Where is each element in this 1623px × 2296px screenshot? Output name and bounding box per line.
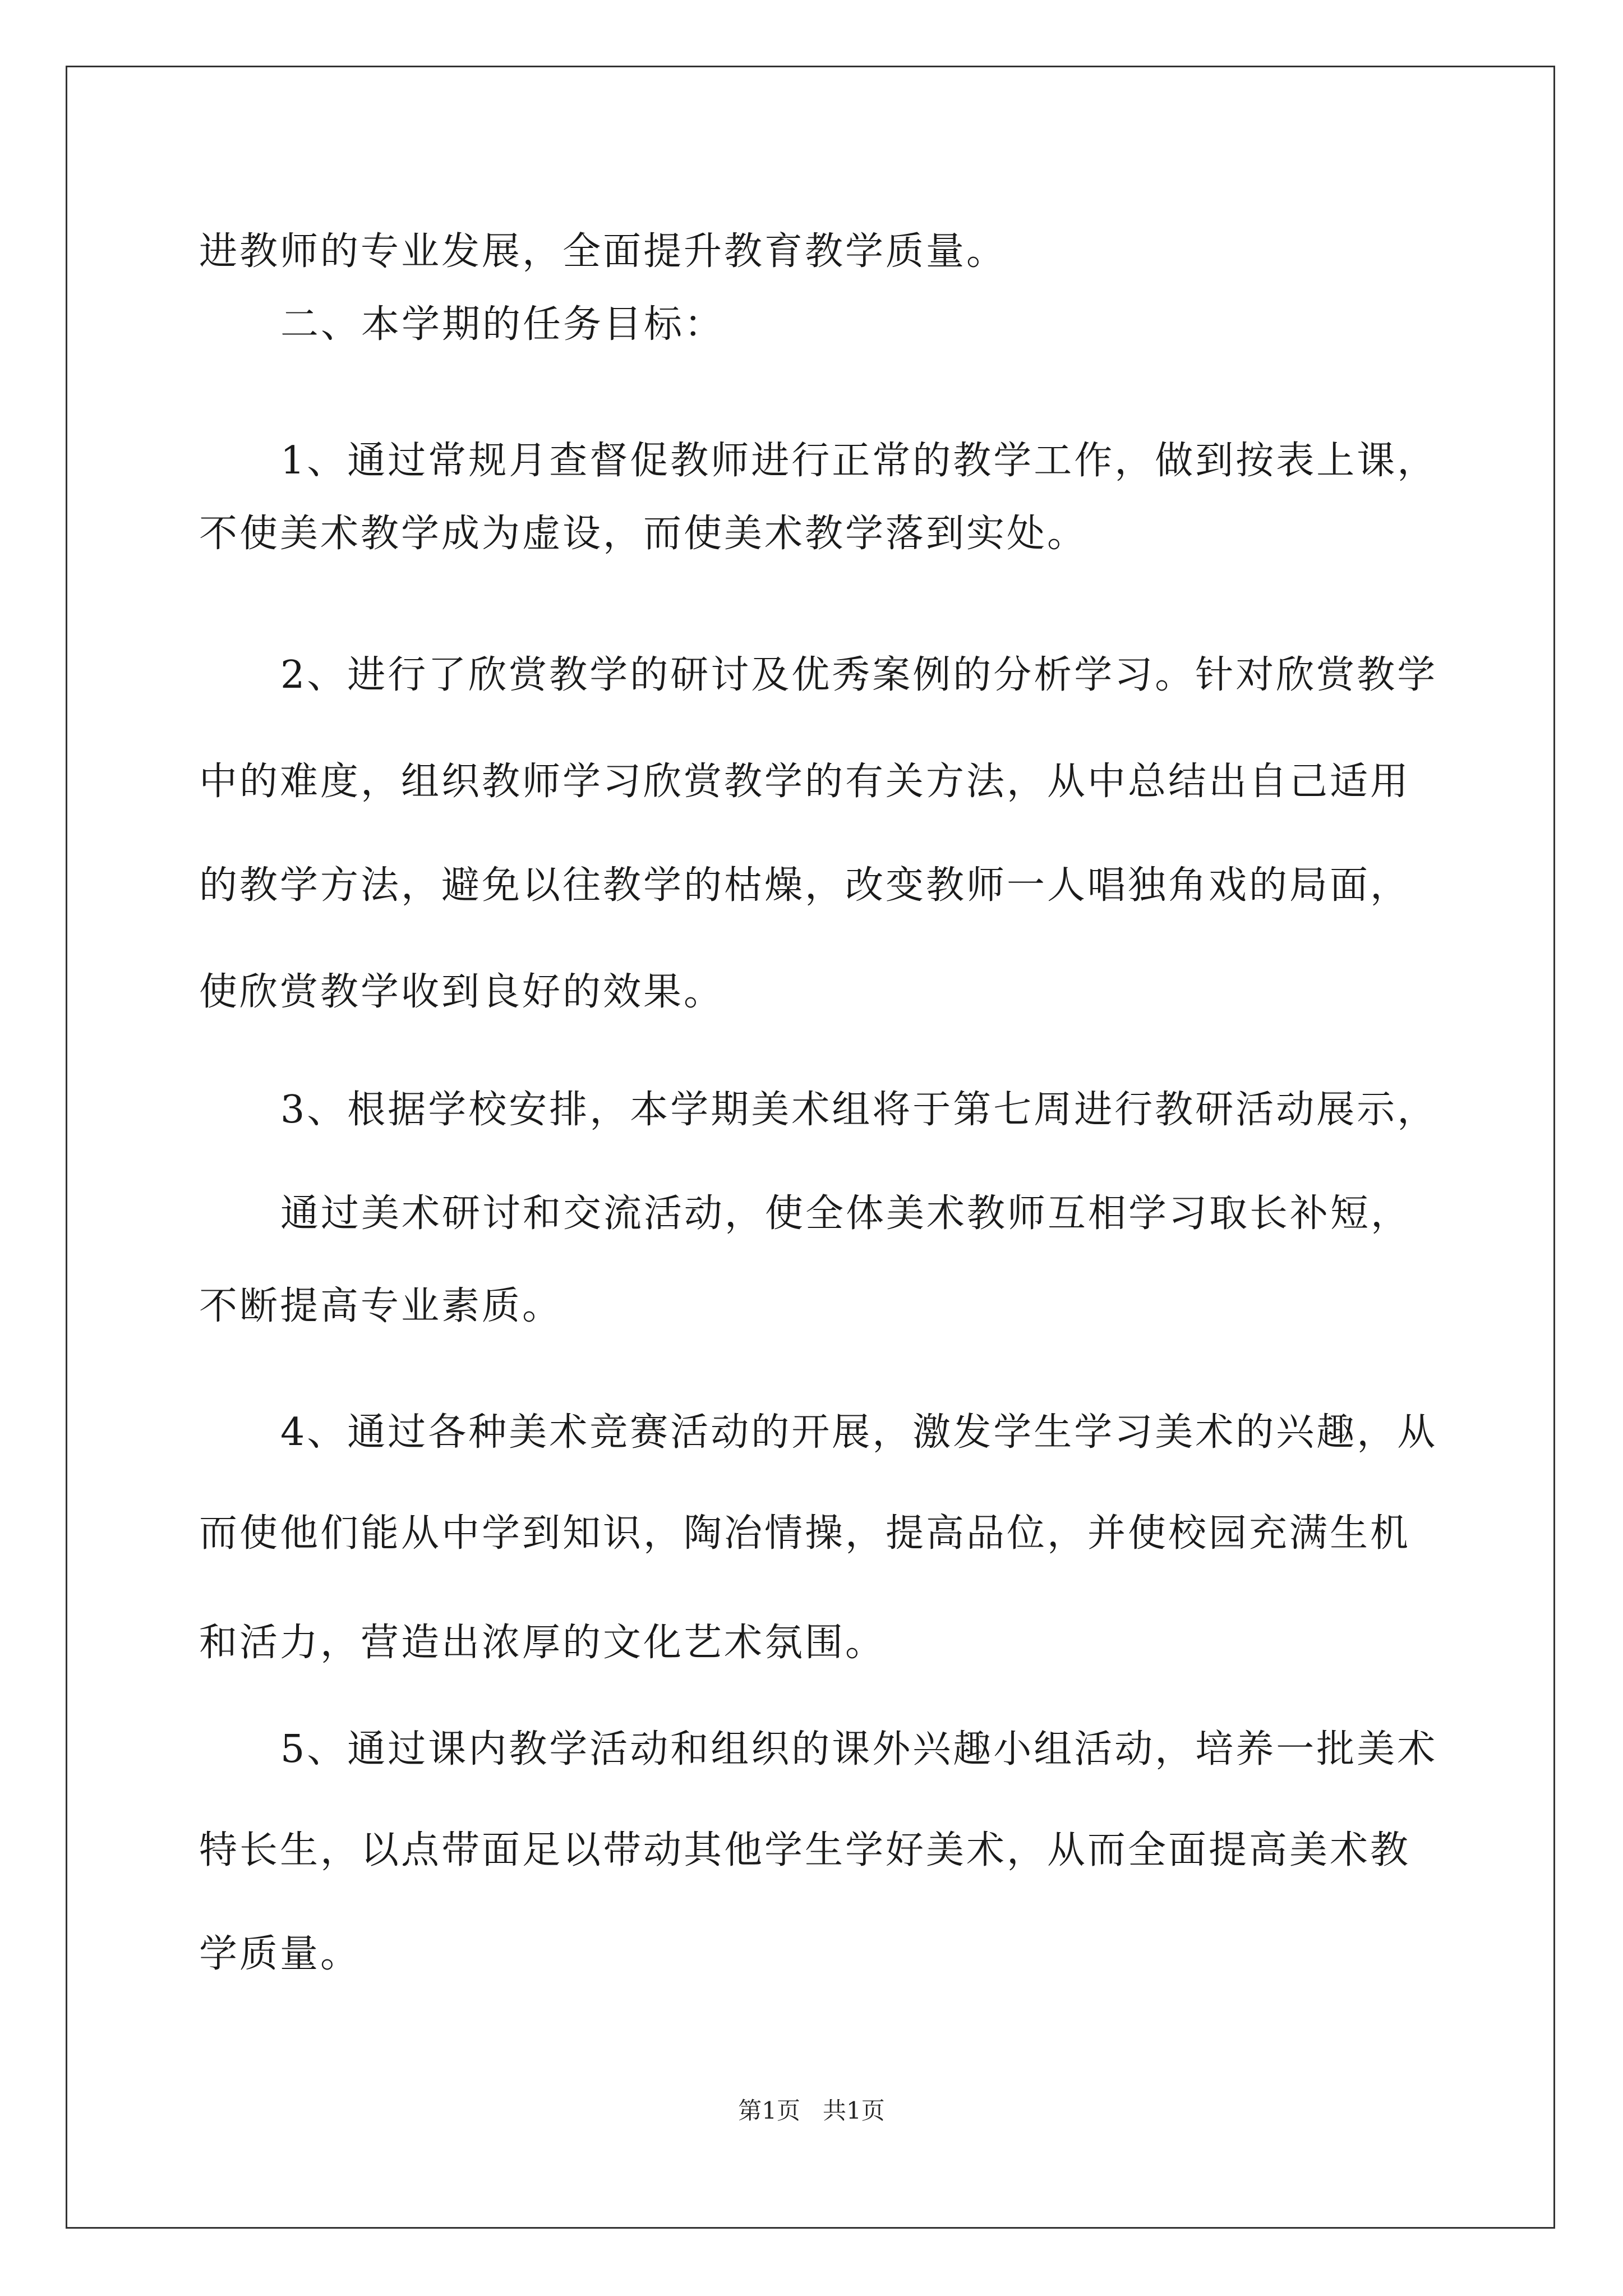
text-line: 不使美术教学成为虚设，而使美术教学落到实处。: [199, 512, 1088, 556]
text-line: 通过美术研讨和交流活动，使全体美术教师互相学习取长补短，: [280, 1191, 1412, 1236]
text-line: 的教学方法，避免以往教学的枯燥，改变教师一人唱独角戏的局面，: [199, 863, 1411, 908]
text-line: 进教师的专业发展，全面提升教育教学质量。: [199, 229, 1007, 274]
text-line: 5、通过课内教学活动和组织的课外兴趣小组活动，培养一批美术: [280, 1727, 1438, 1772]
page-footer: 第1页 共1页: [738, 2097, 885, 2124]
section-heading: 二、本学期的任务目标：: [280, 302, 725, 347]
text-line: 3、根据学校安排，本学期美术组将于第七周进行教研活动展示，: [280, 1088, 1438, 1132]
text-line: 使欣赏教学收到良好的效果。: [199, 970, 725, 1014]
text-line: 中的难度，组织教师学习欣赏教学的有关方法，从中总结出自己适用: [199, 760, 1411, 804]
text-line: 2、进行了欣赏教学的研讨及优秀案例的分析学习。针对欣赏教学: [280, 653, 1438, 697]
text-line: 和活力，营造出浓厚的文化艺术氛围。: [199, 1621, 886, 1665]
text-line: 不断提高专业素质。: [199, 1284, 563, 1328]
text-line: 而使他们能从中学到知识，陶冶情操，提高品位，并使校园充满生机: [199, 1511, 1411, 1556]
text-line: 1、通过常规月查督促教师进行正常的教学工作，做到按表上课，: [280, 439, 1438, 483]
text-line: 特长生，以点带面足以带动其他学生学好美术，从而全面提高美术教: [199, 1828, 1411, 1872]
text-line: 学质量。: [199, 1932, 361, 1976]
text-line: 4、通过各种美术竞赛活动的开展，激发学生学习美术的兴趣，从: [280, 1410, 1438, 1455]
page-border: [66, 66, 1555, 2229]
